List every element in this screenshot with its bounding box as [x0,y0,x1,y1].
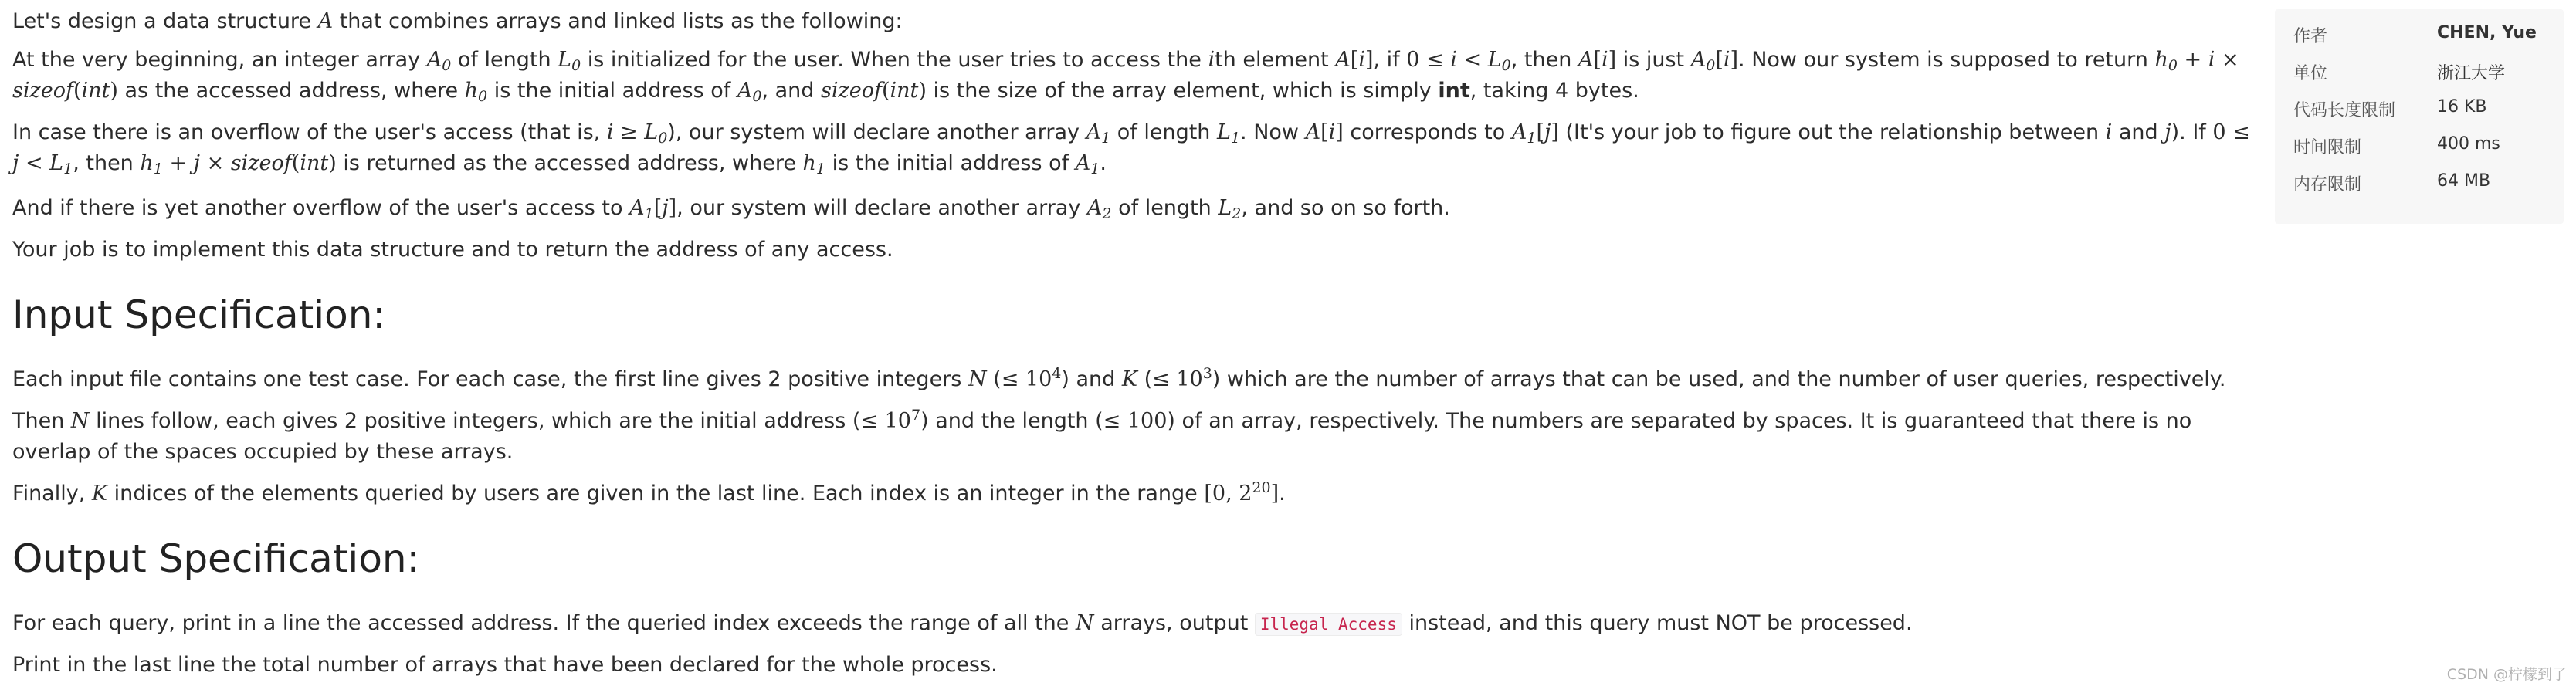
info-value: 浙江大学 [2437,64,2506,83]
output-spec-heading: Output Specification: [12,536,420,581]
info-key: 代码长度限制 [2293,101,2396,120]
input-spec-heading: Input Specification: [12,292,386,337]
info-value: CHEN, Yue [2437,23,2537,42]
info-key: 作者 [2293,27,2328,46]
csdn-watermark: CSDN @柠檬到了 [2446,666,2567,683]
info-value: 16 KB [2437,97,2487,117]
illegal-access-code: Illegal Access [1255,613,1402,636]
intro-paragraph-1: Let's design a data structure A that combines arrays and linked lists as the following: [12,9,903,33]
intro-paragraph-4: And if there is yet another overflow of the user's access to $A_1[j]$, our system will declare another array $A_2$ of length $L_2$, and so on so forth. [12,196,1450,222]
info-value: 64 MB [2437,171,2491,191]
problem-info-panel [2275,9,2564,224]
output-paragraph-2: Print in the last line the total number of arrays that have been declared for the whole process. [12,653,998,677]
output-paragraph-1: For each query, print in a line the accessed address. If the queried index exceeds the range of all the N arrays, output Illegal Access instead, and this query must NOT be processed. [12,611,1913,635]
info-value: 400 ms [2437,134,2500,154]
info-key: 内存限制 [2293,175,2362,194]
input-paragraph-2: Then N lines follow, each gives 2 positive integers, which are the initial address (≤ $10^7$) and the length (≤ 100) of an array, respectively. The numbers are separated by spaces. It is guaranteed that there is no overlap of the spaces occupied by these arrays. [12,407,2192,464]
intro-paragraph-2: At the very beginning, an integer array $A_0$ of length $L_0$ is initialized for the user. When the user tries to access the ith element A[i], if $0 \le i < L_0$, then A[i] is just $A_0[i]$. Now our system is supposed to return $h_0 + i$ × sizeof(int) as the accessed address, where $h_0$ is the initial address of $A_0$, and sizeof(int) is the size of the array element, which is simply int, taking 4 bytes. [12,48,2239,105]
input-paragraph-3: Finally, K indices of the elements queried by users are given in the last line. Each index is an integer in the range [0, $2^{20}$]. [12,479,1286,505]
intro-paragraph-3: In case there is an overflow of the user's access (that is, $i \ge L_0$), our system will declare another array $A_1$ of length $L_1$. Now A[i] corresponds to $A_1[j]$ (It's your job to figure out the relationship between i and j). If $0 \le j < L_1$, then $h_1 + j$ × sizeof(int) is returned as the accessed address, where $h_1$ is the initial address of $A_1$. [12,120,2250,177]
input-paragraph-1: Each input file contains one test case. For each case, the first line gives 2 positive integers N (≤ $10^4$) and K (≤ $10^3$) which are the number of arrays that can be used, and the number of user queries, respectively. [12,365,2226,391]
info-key: 时间限制 [2293,138,2362,157]
intro-paragraph-5: Your job is to implement this data structure and to return the address of any access. [12,238,893,262]
info-key: 单位 [2293,64,2328,83]
